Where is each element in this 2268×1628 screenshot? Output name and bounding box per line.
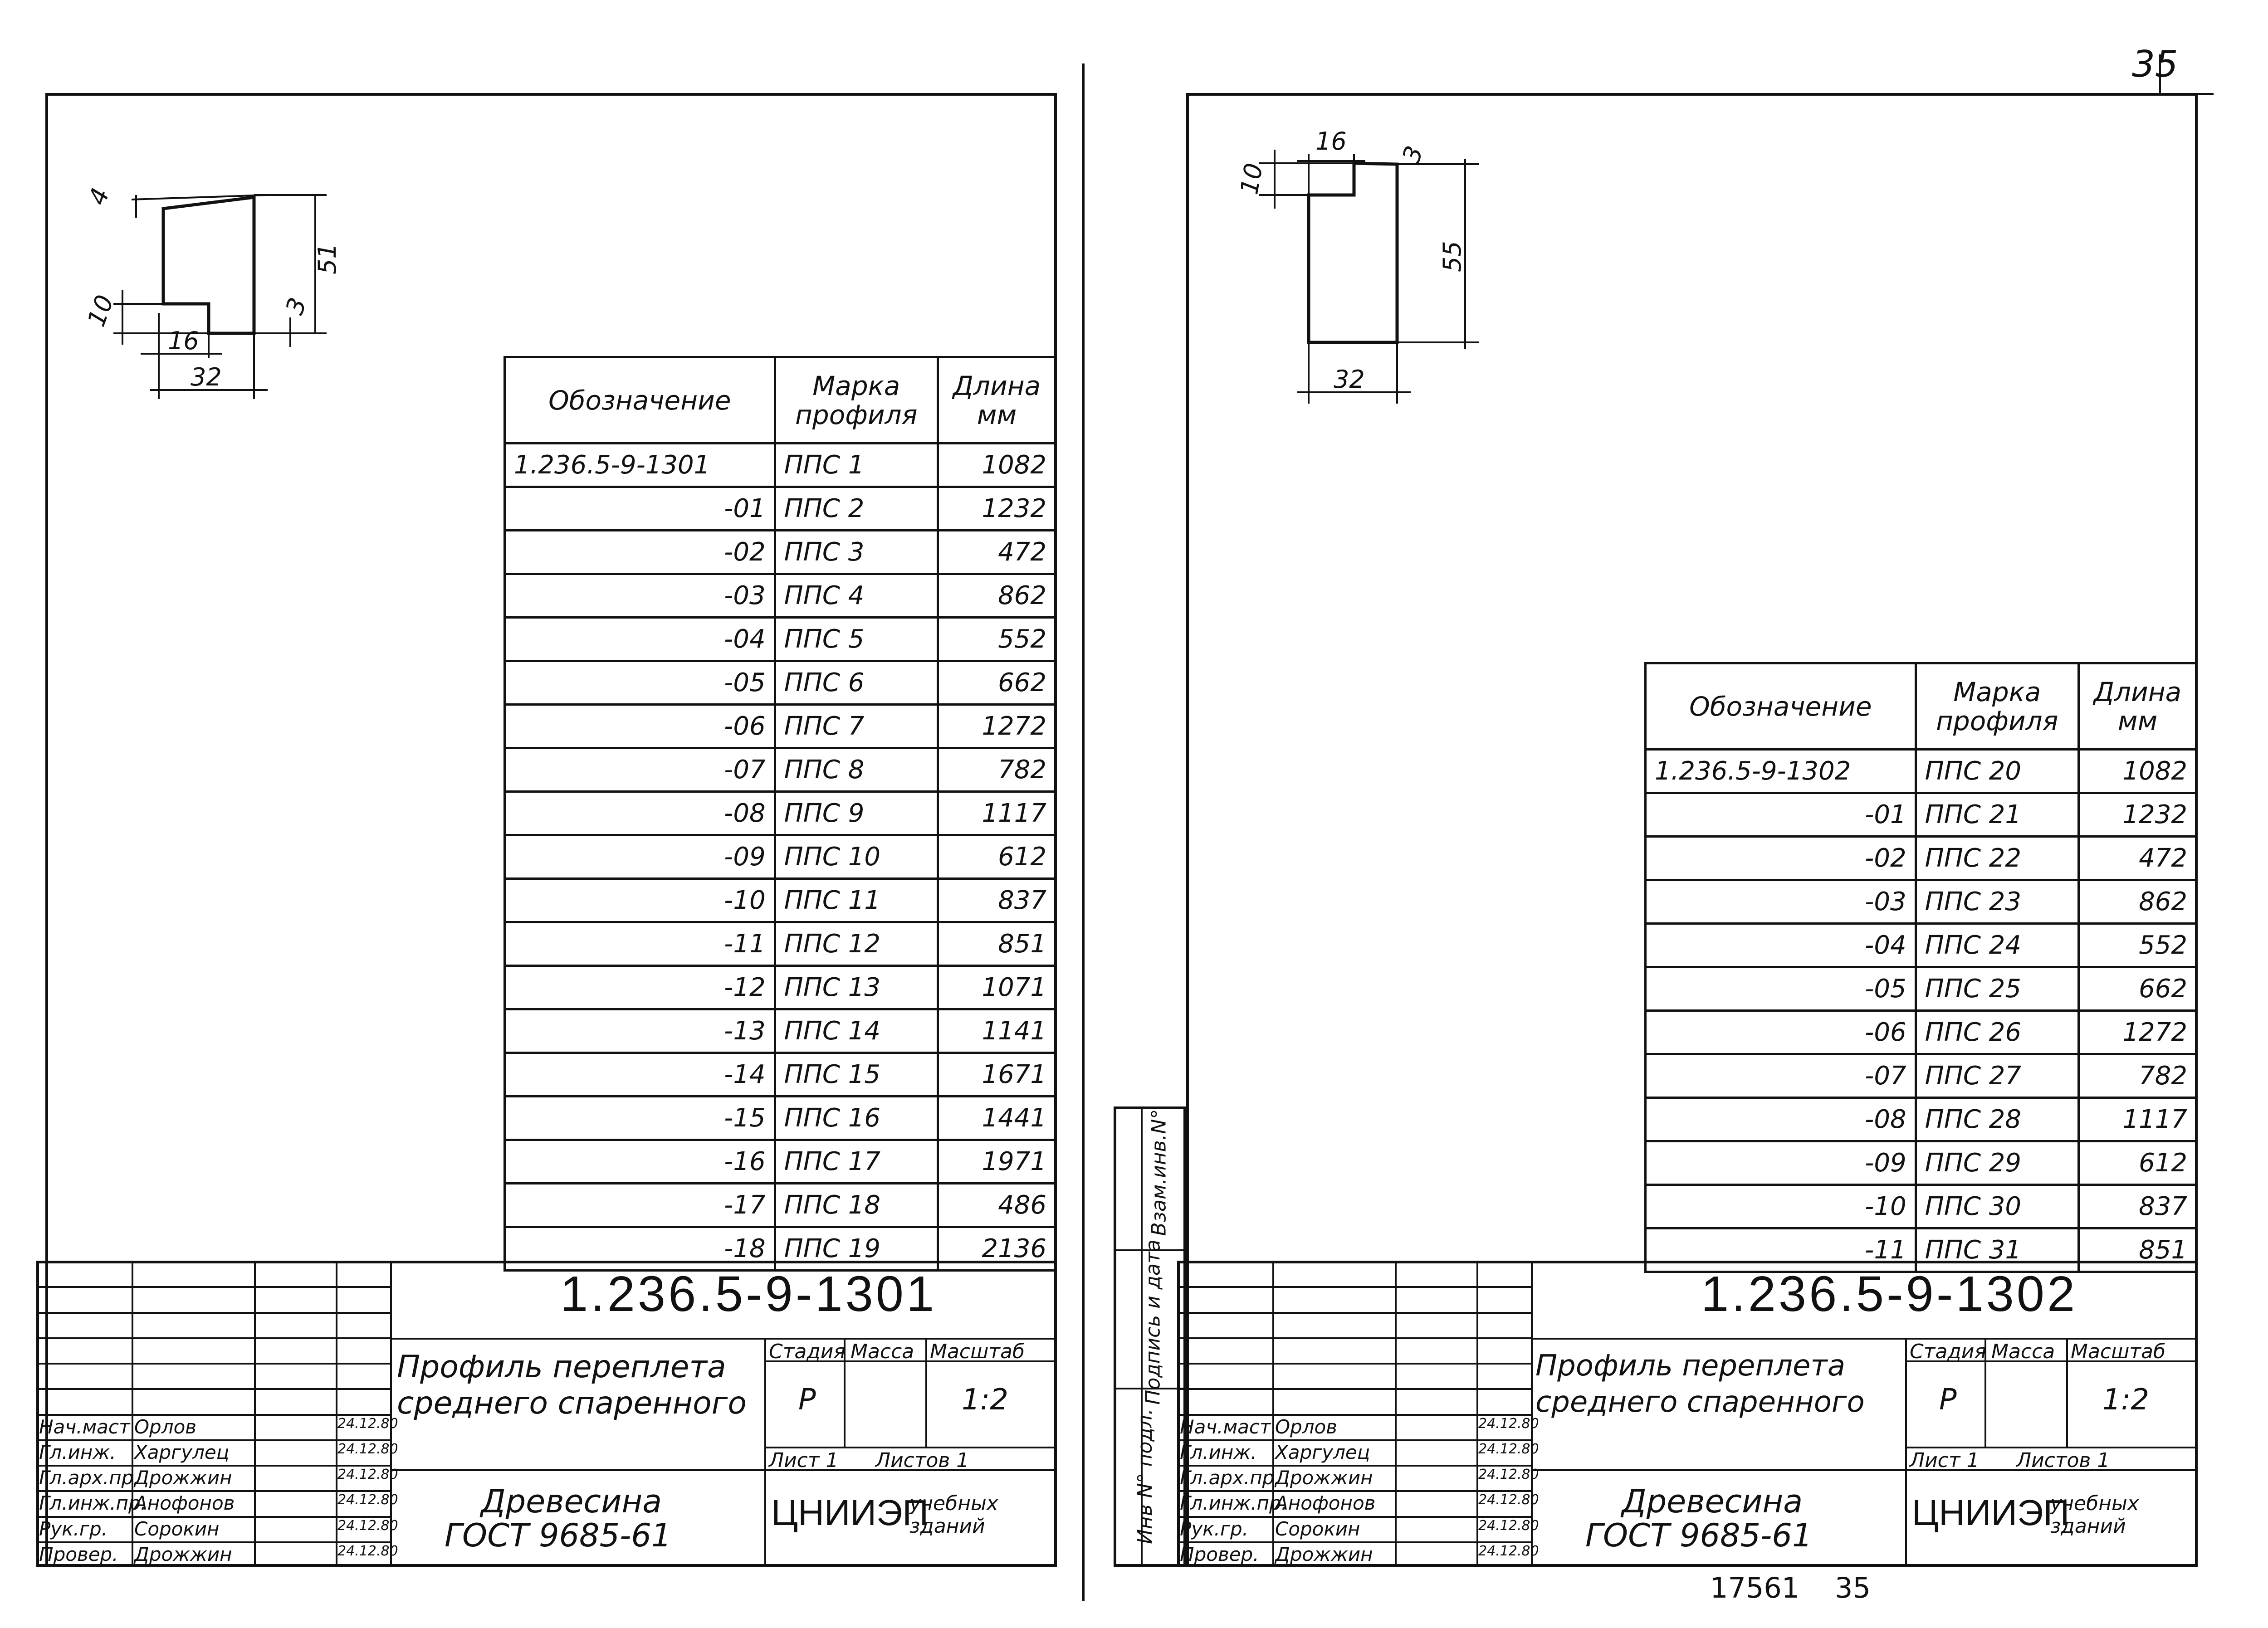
table-row xyxy=(505,618,1056,661)
designation-cell: -09 xyxy=(505,835,775,879)
length-cell: 662 xyxy=(2078,967,2196,1011)
designation-cell: -06 xyxy=(1646,1011,1916,1054)
mark-cell: ППС 13 xyxy=(775,966,938,1009)
grid-line xyxy=(1395,1261,1397,1567)
table-row xyxy=(505,835,1056,879)
designation-cell: -04 xyxy=(505,618,775,661)
length-cell: 862 xyxy=(938,574,1056,618)
table-row xyxy=(505,1097,1056,1140)
signer-name: Сорокин xyxy=(134,1517,220,1540)
doc-number-right: 1.236.5-9-1302 xyxy=(1701,1266,2078,1322)
mass-label-right: Масса xyxy=(1991,1340,2055,1363)
dim-height-left: 51 xyxy=(313,243,342,274)
mark-cell: ППС 25 xyxy=(1916,967,2078,1011)
tb-split-right xyxy=(1531,1261,1533,1567)
stage-label-right: Стадия xyxy=(1910,1340,1986,1363)
length-cell: 612 xyxy=(938,835,1056,879)
tb-stage-col-right xyxy=(1905,1338,1907,1567)
table-row xyxy=(1646,924,2197,967)
designation-cell: -12 xyxy=(505,966,775,1009)
length-cell: 1232 xyxy=(2078,793,2196,837)
signer-date: 24.12.80 xyxy=(1478,1441,1539,1457)
signer-role: Гл.инж.пр. xyxy=(1180,1492,1288,1515)
tb-stage-col-left xyxy=(764,1338,766,1567)
sheet-label-left: Лист 1 xyxy=(769,1449,839,1472)
grid-line xyxy=(254,1261,256,1567)
tb-docnum-line-left xyxy=(390,1338,1057,1340)
table-row xyxy=(1646,880,2197,924)
signer-date: 24.12.80 xyxy=(1478,1543,1539,1559)
designation-cell: -03 xyxy=(1646,880,1916,924)
grid-line xyxy=(132,1261,133,1567)
mark-cell: ППС 19 xyxy=(775,1227,938,1271)
signer-role: Гл.инж.пр. xyxy=(39,1492,147,1515)
dim-notch-w-right: 3 xyxy=(1396,142,1429,167)
mark-cell: ППС 3 xyxy=(775,531,938,574)
org-line2-left: зданий xyxy=(909,1515,985,1538)
profile-outline-left xyxy=(163,197,254,333)
page-number-divider xyxy=(2159,54,2161,95)
signer-role: Гл.арх.пр. xyxy=(1180,1467,1281,1489)
table-row xyxy=(1646,1141,2197,1185)
signer-name: Анофонов xyxy=(134,1492,235,1515)
doc-number-left: 1.236.5-9-1301 xyxy=(560,1266,937,1322)
mark-cell: ППС 2 xyxy=(775,487,938,531)
profile-table-right xyxy=(1644,662,2198,1273)
mark-cell: ППС 15 xyxy=(775,1053,938,1097)
signer-role: Рук.гр. xyxy=(39,1517,108,1540)
table-row xyxy=(1646,750,2197,793)
length-cell: 2136 xyxy=(938,1227,1056,1271)
length-cell: 612 xyxy=(2078,1141,2196,1185)
dim-height-right: 55 xyxy=(1438,241,1466,272)
length-cell: 1671 xyxy=(938,1053,1056,1097)
designation-cell: -15 xyxy=(505,1097,775,1140)
designation-cell: -03 xyxy=(505,574,775,618)
mark-cell: ППС 8 xyxy=(775,748,938,792)
length-cell: 837 xyxy=(2078,1185,2196,1228)
material-line1-right: Древесина xyxy=(1622,1483,1803,1520)
dim-width-right: 32 xyxy=(1334,365,1365,394)
signer-role: Нач.маст. xyxy=(1180,1415,1277,1438)
designation-cell: -01 xyxy=(1646,793,1916,837)
designation-cell: -04 xyxy=(1646,924,1916,967)
table-row xyxy=(505,705,1056,748)
scale-label-left: Масштаб xyxy=(930,1340,1025,1363)
signer-date: 24.12.80 xyxy=(337,1415,398,1432)
designation-cell: 1.236.5-9-1301 xyxy=(505,444,775,487)
mark-cell: ППС 30 xyxy=(1916,1185,2078,1228)
length-cell: 552 xyxy=(2078,924,2196,967)
signer-role: Гл.инж. xyxy=(39,1441,116,1463)
grid-line xyxy=(1272,1261,1274,1567)
side-stamp-label1: Взам.инв.N° xyxy=(1147,1109,1171,1236)
length-cell: 851 xyxy=(938,922,1056,966)
side-stamp-label2: Подпись и дата xyxy=(1141,1239,1165,1405)
signer-date: 24.12.80 xyxy=(337,1467,398,1482)
table-row xyxy=(505,922,1056,966)
mark-cell: ППС 16 xyxy=(775,1097,938,1140)
archive-page: 35 xyxy=(1835,1571,1871,1604)
length-cell: 1441 xyxy=(938,1097,1056,1140)
table-row xyxy=(1646,1054,2197,1098)
table-row xyxy=(505,879,1056,922)
mark-cell: ППС 17 xyxy=(775,1140,938,1184)
table-row xyxy=(1646,967,2197,1011)
scale-label-right: Масштаб xyxy=(2071,1340,2166,1363)
table-row xyxy=(505,1140,1056,1184)
profile-outline-right xyxy=(1309,163,1397,342)
tb-scale-col-left xyxy=(925,1338,927,1447)
profile-table-left xyxy=(503,356,1057,1272)
table-row xyxy=(505,574,1056,618)
dim-notch-w-left: 16 xyxy=(168,327,199,355)
table-row xyxy=(1646,1011,2197,1054)
signer-role: Провер. xyxy=(1180,1543,1259,1565)
signer-role: Нач.маст xyxy=(39,1415,130,1438)
material-line2-left: ГОСТ 9685-61 xyxy=(445,1517,672,1554)
stage-value-left: Р xyxy=(798,1383,816,1417)
signer-name: Харгулец xyxy=(1275,1441,1370,1463)
length-cell: 1082 xyxy=(2078,750,2196,793)
signer-name: Дрожжин xyxy=(1275,1543,1373,1565)
tb-stage-bottom-line-left xyxy=(764,1447,1057,1448)
signer-date: 24.12.80 xyxy=(1478,1517,1539,1534)
dim-top-left: 4 xyxy=(83,184,115,209)
signer-date: 24.12.80 xyxy=(337,1441,398,1457)
signer-date: 24.12.80 xyxy=(337,1517,398,1534)
designation-cell: -05 xyxy=(505,661,775,705)
header-mark: Марка профиля xyxy=(1916,663,2078,750)
header-length: Длина мм xyxy=(2078,663,2196,750)
designation-cell: -02 xyxy=(505,531,775,574)
signer-name: Анофонов xyxy=(1275,1492,1376,1515)
org-line1-left: учебных xyxy=(909,1492,998,1515)
table-row xyxy=(505,487,1056,531)
org-main-right: ЦНИИЭП xyxy=(1912,1492,2069,1533)
mark-cell: ППС 18 xyxy=(775,1184,938,1227)
designation-cell: -11 xyxy=(505,922,775,966)
dim-top-right: 16 xyxy=(1315,127,1347,156)
org-line2-right: зданий xyxy=(2050,1515,2126,1538)
length-cell: 472 xyxy=(2078,837,2196,880)
signer-role: Рук.гр. xyxy=(1180,1517,1248,1540)
stage-label-left: Стадия xyxy=(769,1340,846,1363)
archive-number: 17561 xyxy=(1710,1571,1800,1604)
table-row xyxy=(1646,837,2197,880)
length-cell: 472 xyxy=(938,531,1056,574)
length-cell: 1232 xyxy=(938,487,1056,531)
designation-cell: -05 xyxy=(1646,967,1916,1011)
length-cell: 862 xyxy=(2078,880,2196,924)
sheets-label-right: Листов 1 xyxy=(2016,1449,2110,1472)
length-cell: 1082 xyxy=(938,444,1056,487)
length-cell: 1971 xyxy=(938,1140,1056,1184)
length-cell: 662 xyxy=(938,661,1056,705)
mark-cell: ППС 26 xyxy=(1916,1011,2078,1054)
signer-name: Сорокин xyxy=(1275,1517,1360,1540)
length-cell: 552 xyxy=(938,618,1056,661)
designation-cell: -16 xyxy=(505,1140,775,1184)
mark-cell: ППС 24 xyxy=(1916,924,2078,967)
mark-cell: ППС 31 xyxy=(1916,1228,2078,1272)
length-cell: 1071 xyxy=(938,966,1056,1009)
title-line2-right: среднего спаренного xyxy=(1535,1385,1865,1419)
dim-bottom-left: 3 xyxy=(280,294,313,318)
designation-cell: -07 xyxy=(505,748,775,792)
signer-role: Провер. xyxy=(39,1543,118,1565)
dim-width-left: 32 xyxy=(191,363,222,391)
header-designation: Обозначение xyxy=(505,357,775,444)
table-row xyxy=(505,792,1056,835)
dim-notch-h-right: 10 xyxy=(1235,161,1269,197)
material-line1-left: Древесина xyxy=(481,1483,662,1520)
length-cell: 1272 xyxy=(2078,1011,2196,1054)
signer-name: Орлов xyxy=(1275,1415,1338,1438)
mass-label-left: Масса xyxy=(850,1340,914,1363)
mark-cell: ППС 29 xyxy=(1916,1141,2078,1185)
page-number: 35 xyxy=(2132,43,2178,85)
tb-split-left xyxy=(390,1261,392,1567)
mark-cell: ППС 4 xyxy=(775,574,938,618)
dim-notch-h-left: 10 xyxy=(82,291,119,331)
table-row xyxy=(1646,793,2197,837)
table-row xyxy=(505,444,1056,487)
material-line2-right: ГОСТ 9685-61 xyxy=(1585,1517,1813,1554)
scale-value-right: 1:2 xyxy=(2102,1383,2149,1417)
designation-cell: -13 xyxy=(505,1009,775,1053)
header-designation: Обозначение xyxy=(1646,663,1916,750)
designation-cell: -18 xyxy=(505,1227,775,1271)
length-cell: 782 xyxy=(2078,1054,2196,1098)
length-cell: 486 xyxy=(938,1184,1056,1227)
designation-cell: -08 xyxy=(505,792,775,835)
table-row xyxy=(505,1009,1056,1053)
table-row xyxy=(505,1053,1056,1097)
designation-cell: -14 xyxy=(505,1053,775,1097)
signer-role: Гл.инж. xyxy=(1180,1441,1257,1463)
table-row xyxy=(505,748,1056,792)
profile-drawing-left xyxy=(77,168,358,422)
mark-cell: ППС 20 xyxy=(1916,750,2078,793)
table-header-row xyxy=(505,357,1056,444)
title-line2-left: среднего спаренного xyxy=(397,1385,747,1421)
signer-name: Дрожжин xyxy=(134,1543,232,1565)
tb-docnum-line-right xyxy=(1531,1338,2198,1340)
org-main-left: ЦНИИЭП xyxy=(771,1492,929,1533)
header-mark: Марка профиля xyxy=(775,357,938,444)
designation-cell: -01 xyxy=(505,487,775,531)
designation-cell: 1.236.5-9-1302 xyxy=(1646,750,1916,793)
mark-cell: ППС 12 xyxy=(775,922,938,966)
designation-cell: -06 xyxy=(505,705,775,748)
profile-drawing-right xyxy=(1234,127,1515,426)
table-header-row xyxy=(1646,663,2197,750)
table-row xyxy=(505,1184,1056,1227)
designation-cell: -09 xyxy=(1646,1141,1916,1185)
length-cell: 837 xyxy=(938,879,1056,922)
mark-cell: ППС 23 xyxy=(1916,880,2078,924)
length-cell: 1117 xyxy=(938,792,1056,835)
length-cell: 1272 xyxy=(938,705,1056,748)
sheet-divider xyxy=(1082,63,1085,1601)
designation-cell: -07 xyxy=(1646,1054,1916,1098)
length-cell: 782 xyxy=(938,748,1056,792)
table-row xyxy=(505,531,1056,574)
mark-cell: ППС 27 xyxy=(1916,1054,2078,1098)
signer-date: 24.12.80 xyxy=(1478,1492,1539,1508)
mark-cell: ППС 1 xyxy=(775,444,938,487)
stage-value-right: Р xyxy=(1939,1383,1957,1417)
side-stamp-label3: Инв N° подл. xyxy=(1133,1409,1157,1544)
mark-cell: ППС 5 xyxy=(775,618,938,661)
signer-date: 24.12.80 xyxy=(1478,1415,1539,1432)
title-line1-left: Профиль переплета xyxy=(397,1349,726,1385)
signer-date: 24.12.80 xyxy=(337,1492,398,1508)
tb-scale-col-right xyxy=(2066,1338,2068,1447)
table-row xyxy=(505,966,1056,1009)
signer-name: Дрожжин xyxy=(1275,1467,1373,1489)
table-row xyxy=(505,661,1056,705)
mark-cell: ППС 21 xyxy=(1916,793,2078,837)
table-body-right xyxy=(1646,750,2197,1272)
signer-role: Гл.арх.пр. xyxy=(39,1467,140,1489)
designation-cell: -11 xyxy=(1646,1228,1916,1272)
length-cell: 851 xyxy=(2078,1228,2196,1272)
mark-cell: ППС 10 xyxy=(775,835,938,879)
header-length: Длина мм xyxy=(938,357,1056,444)
sheet-label-right: Лист 1 xyxy=(1910,1449,1980,1472)
mark-cell: ППС 14 xyxy=(775,1009,938,1053)
designation-cell: -08 xyxy=(1646,1098,1916,1141)
designation-cell: -10 xyxy=(505,879,775,922)
mark-cell: ППС 28 xyxy=(1916,1098,2078,1141)
table-row xyxy=(1646,1185,2197,1228)
length-cell: 1141 xyxy=(938,1009,1056,1053)
mark-cell: ППС 11 xyxy=(775,879,938,922)
designation-cell: -17 xyxy=(505,1184,775,1227)
mark-cell: ППС 22 xyxy=(1916,837,2078,880)
scale-value-left: 1:2 xyxy=(962,1383,1008,1417)
signer-name: Орлов xyxy=(134,1415,197,1438)
designation-cell: -02 xyxy=(1646,837,1916,880)
designation-cell: -10 xyxy=(1646,1185,1916,1228)
length-cell: 1117 xyxy=(2078,1098,2196,1141)
table-body-left xyxy=(505,444,1056,1271)
signer-name: Харгулец xyxy=(134,1441,230,1463)
signer-date: 24.12.80 xyxy=(1478,1467,1539,1482)
org-line1-right: учебных xyxy=(2050,1492,2139,1515)
mark-cell: ППС 6 xyxy=(775,661,938,705)
tb-stage-bottom-line-right xyxy=(1905,1447,2198,1448)
mark-cell: ППС 7 xyxy=(775,705,938,748)
table-row xyxy=(1646,1098,2197,1141)
signer-name: Дрожжин xyxy=(134,1467,232,1489)
signer-date: 24.12.80 xyxy=(337,1543,398,1559)
title-line1-right: Профиль переплета xyxy=(1535,1349,1846,1383)
mark-cell: ППС 9 xyxy=(775,792,938,835)
sheets-label-left: Листов 1 xyxy=(875,1449,969,1472)
